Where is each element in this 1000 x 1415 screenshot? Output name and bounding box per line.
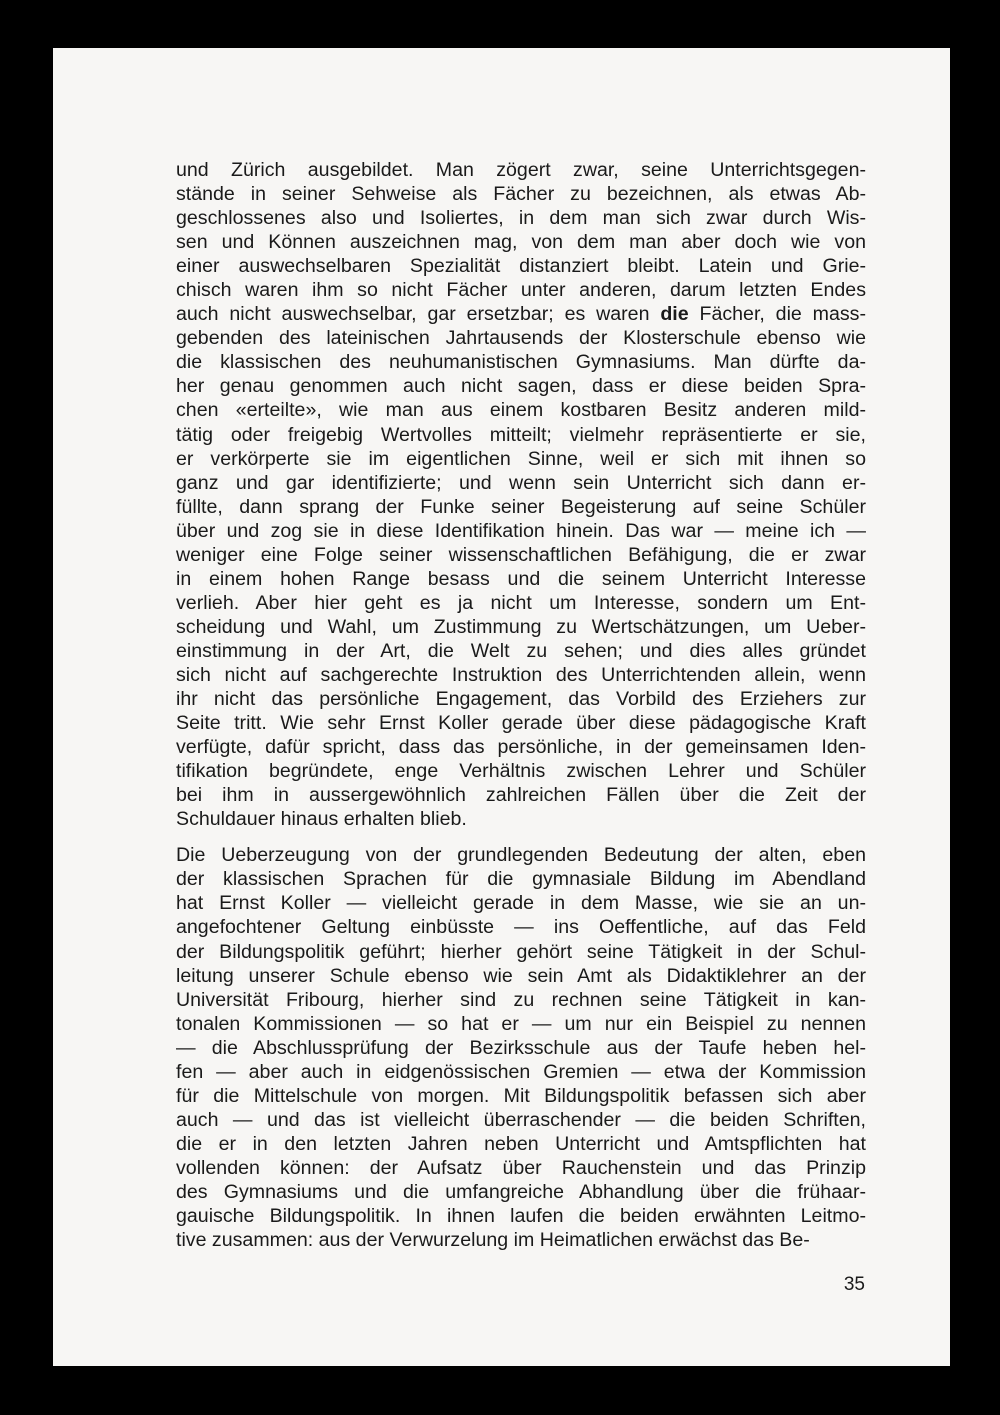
text-line: Die Ueberzeugung von der grundlegenden Bedeutung der alten, eben	[176, 844, 866, 867]
text-line: stände in seiner Sehweise als Fächer zu bezeichnen, als etwas Ab-	[176, 183, 866, 206]
text-line: füllte, dann sprang der Funke seiner Begeisterung auf seine Schüler	[176, 495, 866, 518]
text-line: chisch waren ihm so nicht Fächer unter anderen, darum letzten Endes	[176, 279, 866, 302]
text-line: gebenden des lateinischen Jahrtausends der Klosterschule ebenso wie	[176, 327, 866, 350]
text-line: fen — aber auch in eidgenössischen Gremien — etwa der Kommission	[176, 1060, 866, 1083]
text-line: — die Abschlussprüfung der Bezirksschule aus der Taufe heben hel-	[176, 1036, 866, 1059]
text-line: hat Ernst Koller — vielleicht gerade in dem Masse, wie sie an un-	[176, 892, 866, 915]
text-line: und Zürich ausgebildet. Man zögert zwar, seine Unterrichtsgegen-	[176, 159, 866, 181]
text-line: Seite tritt. Wie sehr Ernst Koller gerade über diese pädagogische Kraft	[176, 712, 866, 735]
text-line: scheidung und Wahl, um Zustimmung zu Wertschätzungen, um Ueber-	[176, 615, 866, 638]
text-line: verlieh. Aber hier geht es ja nicht um Interesse, sondern um Ent-	[176, 591, 866, 614]
paragraph-gap	[176, 831, 866, 843]
text-line: Universität Fribourg, hierher sind zu rechnen seine Tätigkeit in kan-	[176, 988, 866, 1011]
text-line: gauische Bildungspolitik. In ihnen laufen die beiden erwähnten Leitmo-	[176, 1205, 866, 1228]
body-text	[176, 158, 866, 1252]
text-line: geschlossenes also und Isoliertes, in dem man sich zwar durch Wis-	[176, 207, 866, 230]
text-line: des Gymnasiums und die umfangreiche Abhandlung über die frühaar-	[176, 1180, 866, 1203]
text-line: ihr nicht das persönliche Engagement, das Vorbild des Erziehers zur	[176, 688, 866, 711]
text-line: tätig oder freigebig Wertvolles mitteilt; vielmehr repräsentierte er sie,	[176, 423, 866, 446]
text-line: auch nicht auswechselbar, gar ersetzbar; es waren die Fächer, die mass-	[176, 303, 866, 326]
text-line: angefochtener Geltung einbüsste — ins Oeffentliche, auf das Feld	[176, 916, 866, 939]
text-line: ganz und gar identifizierte; und wenn sein Unterricht sich dann er-	[176, 471, 866, 494]
text-line: er verkörperte sie im eigentlichen Sinne, weil er sich mit ihnen so	[176, 447, 866, 470]
text-line: die klassischen des neuhumanistischen Gymnasiums. Man dürfte da-	[176, 351, 866, 374]
text-line: über und zog sie in diese Identifikation hinein. Das war — meine ich —	[176, 519, 866, 542]
paragraph	[176, 843, 866, 1252]
paragraph	[176, 158, 866, 831]
text-line: her genau genommen auch nicht sagen, dass er diese beiden Spra-	[176, 375, 866, 398]
text-line: vollenden können: der Aufsatz über Rauchenstein und das Prinzip	[176, 1156, 866, 1179]
text-line: chen «erteilte», wie man aus einem kostbaren Besitz anderen mild-	[176, 399, 866, 422]
text-line: tive zusammen: aus der Verwurzelung im Heimatlichen erwächst das Be-	[176, 1229, 810, 1252]
text-line: weniger eine Folge seiner wissenschaftlichen Befähigung, die er zwar	[176, 543, 866, 566]
text-line: der klassischen Sprachen für die gymnasiale Bildung im Abendland	[176, 868, 866, 891]
text-line: leitung unserer Schule ebenso wie sein Amt als Didaktiklehrer an der	[176, 964, 866, 987]
text-line: sen und Können auszeichnen mag, von dem man aber doch wie von	[176, 231, 866, 254]
text-line: in einem hohen Range besass und die seinem Unterricht Interesse	[176, 567, 866, 590]
text-line: sich nicht auf sachgerechte Instruktion des Unterrichtenden allein, wenn	[176, 663, 866, 686]
text-line: der Bildungspolitik geführt; hierher gehört seine Tätigkeit in der Schul-	[176, 940, 866, 963]
text-line: tonalen Kommissionen — so hat er — um nur ein Beispiel zu nennen	[176, 1012, 866, 1035]
text-line: einstimmung in der Art, die Welt zu sehen; und dies alles gründet	[176, 639, 866, 662]
text-line: die er in den letzten Jahren neben Unterricht und Amtspflichten hat	[176, 1132, 866, 1155]
text-line: verfügte, dafür spricht, dass das persönliche, in der gemeinsamen Iden-	[176, 736, 866, 759]
text-line: für die Mittelschule von morgen. Mit Bildungspolitik befassen sich aber	[176, 1084, 866, 1107]
text-line: einer auswechselbaren Spezialität distanziert bleibt. Latein und Grie-	[176, 255, 866, 278]
text-line: bei ihm in aussergewöhnlich zahlreichen Fällen über die Zeit der	[176, 784, 866, 807]
text-line: tifikation begründete, enge Verhältnis zwischen Lehrer und Schüler	[176, 760, 866, 783]
text-line: Schuldauer hinaus erhalten blieb.	[176, 808, 467, 831]
document-page	[53, 48, 950, 1366]
page-number: 35	[843, 1274, 865, 1295]
emphasis: die	[660, 303, 689, 326]
text-line: auch — und das ist vielleicht überraschender — die beiden Schriften,	[176, 1108, 866, 1131]
